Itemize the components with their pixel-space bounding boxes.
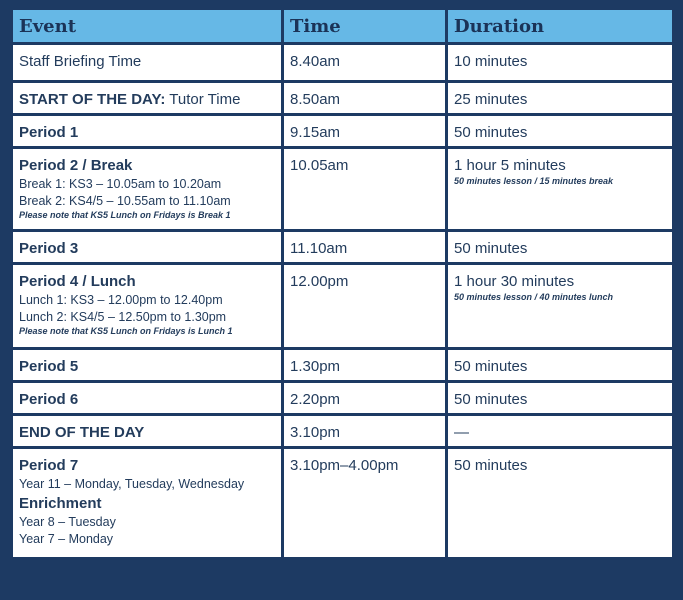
event-label-bold: Period 4 / Lunch [19, 273, 136, 290]
event-cell [13, 45, 281, 80]
duration-cell [448, 149, 672, 229]
event-cell [13, 232, 281, 262]
table-header-row [13, 10, 672, 42]
duration-cell: — [448, 416, 672, 446]
table-row [13, 232, 672, 262]
event-label-bold: START OF THE DAY: [19, 91, 166, 108]
header-time: Time [284, 10, 445, 42]
event-label-bold: Period 7 [19, 457, 79, 474]
time-cell: 2.20pm [284, 383, 445, 413]
duration-cell: 25 minutes [448, 83, 672, 113]
time-cell: 11.10am [284, 232, 445, 262]
duration-note: 50 minutes lesson / 15 minutes break [454, 176, 614, 186]
event-detail-line: Lunch 1: KS3 – 12.00pm to 12.40pm [19, 293, 223, 307]
duration-cell: 50 minutes [448, 232, 672, 262]
time-cell: 3.10pm–4.00pm [284, 449, 445, 557]
duration-cell [448, 265, 672, 347]
event-cell [13, 116, 281, 146]
event-label-bold: Enrichment [19, 495, 102, 512]
event-cell [13, 350, 281, 380]
duration-cell: 50 minutes [448, 449, 672, 557]
time-cell: 8.40am [284, 45, 445, 80]
table-row [13, 45, 672, 80]
event-note: Please note that KS5 Lunch on Fridays is Lunch 1 [19, 326, 233, 336]
event-label-bold: Period 6 [19, 391, 79, 408]
event-label: Tutor Time [165, 91, 241, 108]
header-duration: Duration [448, 10, 672, 42]
time-cell: 10.05am [284, 149, 445, 229]
event-cell [13, 383, 281, 413]
header-event: Event [13, 10, 281, 42]
time-cell: 8.50am [284, 83, 445, 113]
event-detail-line: Year 7 – Monday [19, 532, 114, 546]
table-row [13, 383, 672, 413]
event-label-bold: Period 3 [19, 240, 79, 257]
table-row [13, 116, 672, 146]
table-row [13, 416, 672, 446]
event-label-bold: END OF THE DAY [19, 424, 145, 441]
table-row [13, 149, 672, 229]
event-detail-line: Break 1: KS3 – 10.05am to 10.20am [19, 177, 222, 191]
duration-cell: 10 minutes [448, 45, 672, 80]
event-detail-line: Year 8 – Tuesday [19, 515, 116, 529]
event-detail-line: Break 2: KS4/5 – 10.55am to 11.10am [19, 194, 231, 208]
table-row [13, 265, 672, 347]
table-row [13, 449, 672, 557]
event-cell [13, 83, 281, 113]
duration-cell: 50 minutes [448, 383, 672, 413]
time-cell: 3.10pm [284, 416, 445, 446]
time-cell: 1.30pm [284, 350, 445, 380]
event-label: Staff Briefing Time [19, 53, 142, 70]
duration-note: 50 minutes lesson / 40 minutes lunch [454, 292, 614, 302]
event-cell [13, 265, 281, 347]
time-cell: 12.00pm [284, 265, 445, 347]
duration-label: 1 hour 30 minutes [454, 273, 575, 290]
event-cell [13, 149, 281, 229]
time-cell: 9.15am [284, 116, 445, 146]
duration-cell: 50 minutes [448, 116, 672, 146]
event-label-bold: Period 5 [19, 358, 79, 375]
event-cell [13, 416, 281, 446]
duration-label: 1 hour 5 minutes [454, 157, 566, 174]
schedule-table [10, 7, 675, 560]
table-row [13, 83, 672, 113]
event-cell [13, 449, 281, 557]
event-label-bold: Period 2 / Break [19, 157, 133, 174]
duration-cell: 50 minutes [448, 350, 672, 380]
event-note: Please note that KS5 Lunch on Fridays is Break 1 [19, 210, 231, 220]
table-row [13, 350, 672, 380]
event-detail-line: Year 11 – Monday, Tuesday, Wednesday [19, 477, 245, 491]
event-detail-line: Lunch 2: KS4/5 – 12.50pm to 1.30pm [19, 310, 227, 324]
event-label-bold: Period 1 [19, 124, 79, 141]
